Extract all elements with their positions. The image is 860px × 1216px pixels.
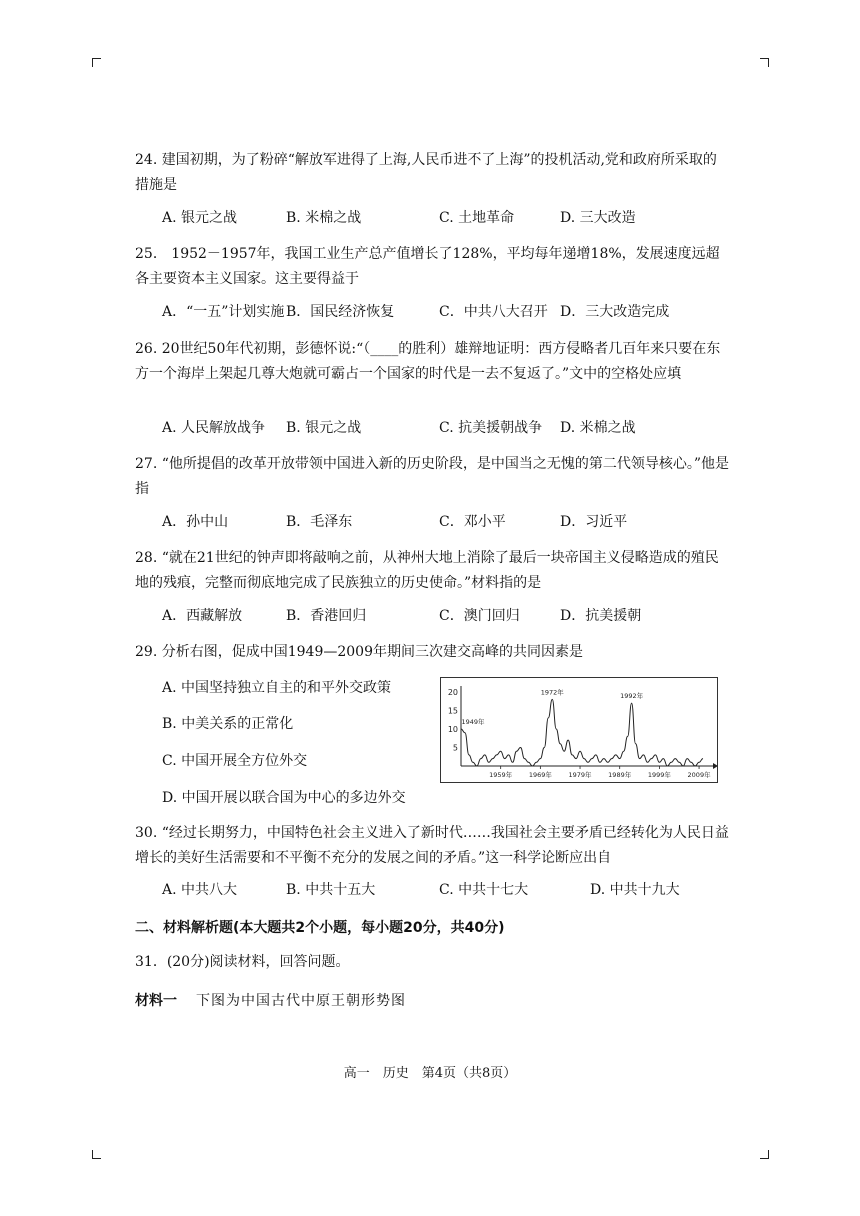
peak-annotation: 1992年 — [620, 692, 644, 701]
crop-mark-top-right — [760, 58, 769, 67]
option-d[interactable]: D. 三大改造 — [560, 210, 636, 226]
crop-mark-bottom-right — [760, 1150, 769, 1159]
option-c[interactable]: C．邓小平 — [439, 514, 506, 530]
peak-annotation: 1972年 — [540, 688, 564, 697]
peak-annotation: 1949年 — [461, 718, 485, 726]
question-30 — [135, 821, 730, 871]
option-c[interactable]: C. 中共十七大 — [439, 882, 529, 898]
x-tick-label: 1979年 — [568, 771, 592, 779]
option-a[interactable]: A. 中共八大 — [162, 882, 238, 898]
x-tick-label: 1969年 — [528, 771, 552, 779]
option-b[interactable]: B．毛泽东 — [286, 514, 353, 530]
x-tick-label: 2009年 — [687, 771, 711, 779]
option-b[interactable]: B. 中共十五大 — [286, 882, 376, 898]
y-tick-label: 15 — [447, 706, 458, 716]
question-number: 30. — [135, 825, 158, 841]
question-stem: 建国初期，为了粉碎“解放军进得了上海,人民币进不了上海”的投机活动,党和政府所采取的措施是 — [135, 152, 717, 193]
y-tick-label: 5 — [452, 743, 458, 753]
crop-mark-top-left — [92, 58, 101, 67]
option-d[interactable]: D. 中国开展以联合国为中心的多边外交 — [162, 790, 406, 806]
page-footer: 高一 历史 第4页（共8页） — [343, 1066, 517, 1081]
option-d[interactable]: D．习近平 — [560, 514, 628, 530]
material-text: 下图为中国古代中原王朝形势图 — [196, 993, 406, 1009]
question-31: 31．(20分)阅读材料，回答问题。 — [135, 954, 350, 970]
question-29 — [135, 640, 730, 665]
option-a[interactable]: A．孙中山 — [162, 514, 229, 530]
question-number: 27. — [135, 456, 158, 472]
option-d[interactable]: D．抗美援朝 — [560, 608, 642, 624]
option-a[interactable]: A. 银元之战 — [162, 210, 238, 226]
option-c[interactable]: C. 土地革命 — [439, 210, 515, 226]
question-number: 25． — [135, 246, 167, 262]
option-b[interactable]: B. 米棉之战 — [286, 210, 362, 226]
option-a[interactable]: A．西藏解放 — [162, 608, 243, 624]
option-c[interactable]: C. 中国开展全方位外交 — [162, 753, 308, 769]
question-26 — [135, 337, 730, 387]
question-28 — [135, 546, 730, 596]
x-axis-arrow — [713, 763, 718, 769]
data-series-line — [461, 699, 703, 766]
y-tick-label: 10 — [447, 725, 458, 734]
option-c[interactable]: C．中共八大召开 — [439, 304, 548, 320]
option-a[interactable]: A．“一五”计划实施 — [162, 304, 285, 320]
material-label: 材料一 — [135, 993, 177, 1009]
question-stem: 20世纪50年代初期，彭德怀说:“（____的胜利）雄辩地证明：西方侵略者几百年来只要在东方一个海岸上架起几尊大炮就可霸占一个国家的时代是一去不复返了。”文中的空格处应填 — [135, 341, 721, 382]
question-27 — [135, 452, 730, 502]
question-number: 24. — [135, 152, 158, 168]
question-number: 26. — [135, 341, 158, 357]
option-d[interactable]: D. 中共十九大 — [590, 882, 680, 898]
option-b[interactable]: B．香港回归 — [286, 608, 367, 624]
option-c[interactable]: C．澳门回归 — [439, 608, 520, 624]
section-heading: 二、材料解析题(本大题共2个小题，每小题20分，共40分) — [135, 920, 505, 936]
option-a[interactable]: A. 人民解放战争 — [162, 420, 266, 436]
diplomatic-relations-chart — [440, 677, 718, 783]
question-25 — [135, 242, 730, 292]
question-number: 29. — [135, 644, 158, 660]
question-number: 28. — [135, 550, 158, 566]
x-tick-label: 1999年 — [647, 771, 671, 779]
x-tick-label: 1959年 — [489, 771, 513, 779]
crop-mark-bottom-left — [92, 1150, 101, 1159]
option-d[interactable]: D. 米棉之战 — [560, 420, 636, 436]
question-stem: “就在21世纪的钟声即将敲响之前，从神州大地上消除了最后一块帝国主义侵略造成的殖民地的残痕，完整而彻底地完成了民族独立的历史使命。”材料指的是 — [135, 550, 719, 591]
option-c[interactable]: C. 抗美援朝战争 — [439, 420, 543, 436]
option-a[interactable]: A. 中国坚持独立自主的和平外交政策 — [162, 680, 392, 696]
question-stem: “他所提倡的改革开放带领中国进入新的历史阶段，是中国当之无愧的第二代领导核心。”他是指 — [135, 456, 730, 497]
option-b[interactable]: B. 银元之战 — [286, 420, 362, 436]
y-tick-label: 20 — [447, 688, 458, 697]
question-24 — [135, 148, 730, 198]
question-stem: “经过长期努力，中国特色社会主义进入了新时代……我国社会主要矛盾已经转化为人民日益增长的美好生活需要和不平衡不充分的发展之间的矛盾。”这一科学论断应出自 — [135, 825, 729, 866]
option-d[interactable]: D．三大改造完成 — [560, 304, 670, 320]
option-b[interactable]: B．国民经济恢复 — [286, 304, 395, 320]
question-stem: 分析右图，促成中国1949—2009年期间三次建交高峰的共同因素是 — [161, 644, 583, 660]
question-stem: 1952－1957年，我国工业生产总产值增长了128%，平均每年递增18%，发展速度远超各主要资本主义国家。这主要得益于 — [135, 246, 720, 287]
x-tick-label: 1989年 — [608, 771, 632, 779]
option-b[interactable]: B. 中美关系的正常化 — [162, 716, 294, 732]
